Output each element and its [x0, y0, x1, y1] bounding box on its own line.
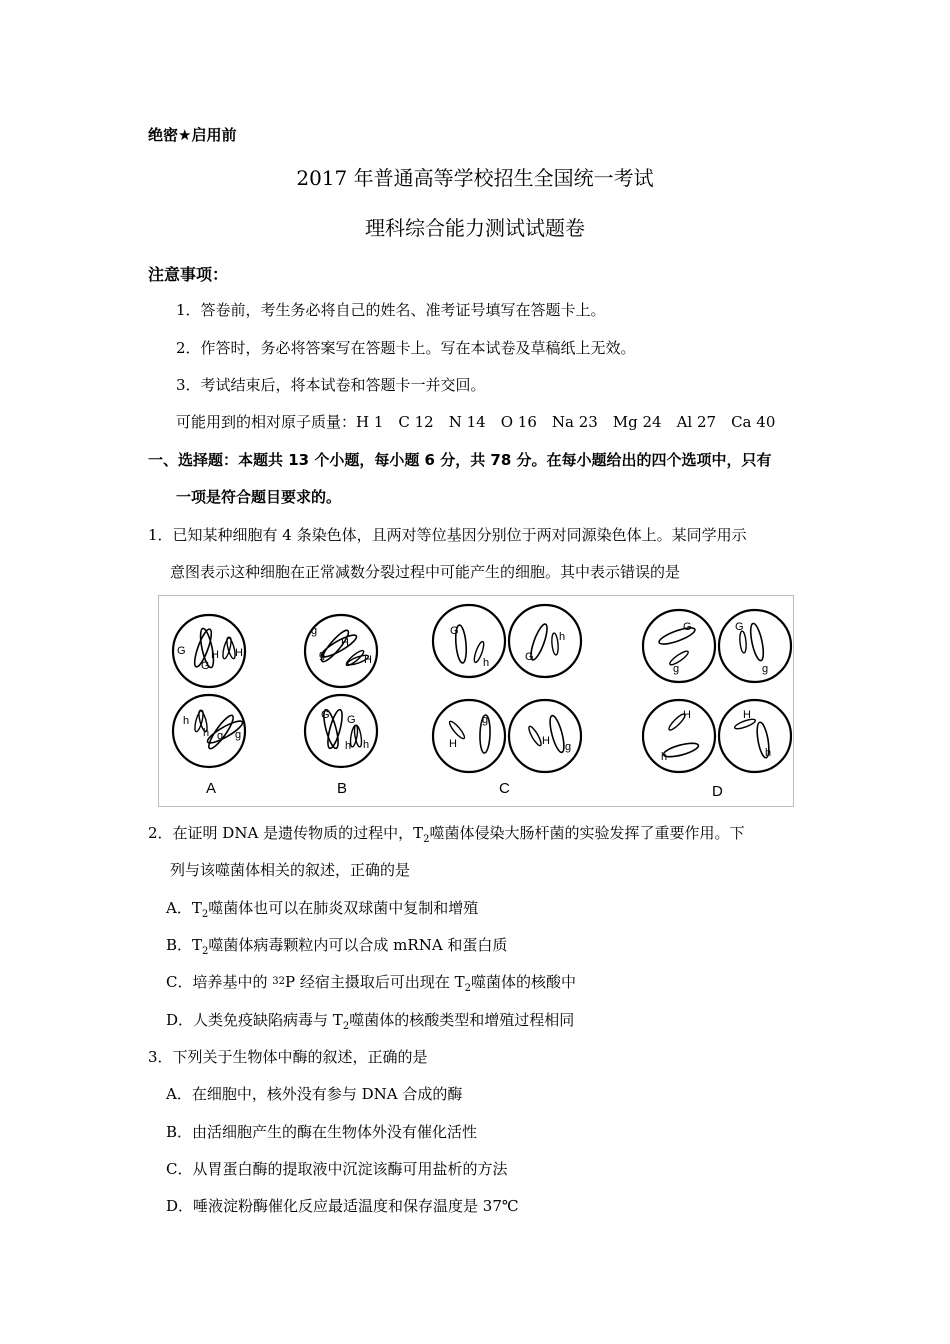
q3-stem: 3．下列关于生物体中酶的叙述，正确的是 [148, 1048, 428, 1066]
gene-label: h [661, 751, 668, 763]
cell-c-2 [509, 605, 581, 677]
note-item: 3．考试结束后，将本试卷和答题卡一并交回。 [176, 376, 486, 394]
gene-label: g [565, 741, 572, 753]
confidential-label: 绝密★启用前 [148, 126, 237, 144]
cell-c-1 [433, 605, 505, 677]
gene-label: H [683, 709, 691, 721]
gene-label: G [201, 660, 210, 672]
q3-option-d: D．唾液淀粉酶催化反应最适温度和保存温度是 37℃ [166, 1197, 519, 1215]
q2-option-b: B．$T_2$噬菌体病毒颗粒内可以合成 mRNA 和蛋白质 [166, 936, 508, 957]
gene-label: h [559, 631, 566, 643]
figure-caption-b: B [337, 780, 348, 797]
q3-option-a: A．在细胞中，核外没有参与 DNA 合成的酶 [166, 1085, 463, 1103]
q3-option-b: B．由活细胞产生的酶在生物体外没有催化活性 [166, 1123, 478, 1141]
cell-b-top [305, 615, 377, 687]
gene-label: H [542, 735, 550, 747]
gene-label: g [217, 730, 224, 742]
cell-c-4 [509, 700, 581, 772]
cell-d-2 [719, 610, 791, 682]
gene-label: G [347, 714, 356, 726]
figure-caption-a: A [206, 780, 217, 797]
q2-stem-line1: 2．在证明 DNA 是遗传物质的过程中，$T_2$噬菌体侵染大肠杆菌的实验发挥了重要作用。下 [148, 824, 745, 845]
gene-label: g [319, 649, 326, 661]
gene-label: G [450, 625, 459, 637]
section-heading-line2: 一项是符合题目要求的。 [176, 488, 342, 506]
gene-label: h [483, 657, 490, 669]
q1-stem-line2: 意图表示这种细胞在正常减数分裂过程中可能产生的细胞。其中表示错误的是 [170, 563, 681, 581]
gene-label: H [743, 709, 751, 721]
note-item: 1．答卷前，考生务必将自己的姓名、准考证号填写在答题卡上。 [176, 301, 606, 319]
atomic-masses: 可能用到的相对原子质量：H 1 C 12 N 14 O 16 Na 23 Mg 24 Al 27 Ca 40 [176, 413, 776, 431]
gene-label: h [345, 740, 352, 752]
gene-label: g [235, 729, 242, 741]
gene-label: g [762, 663, 769, 675]
section-heading-line1: 一、选择题：本题共 13 个小题，每小题 6 分，共 78 分。在每小题给出的四个选项中，只有 [148, 451, 772, 469]
exam-subtitle: 理科综合能力测试试题卷 [365, 216, 585, 240]
cell-a-bottom [173, 695, 245, 767]
gene-label: G [735, 621, 744, 633]
cell-d-4 [719, 700, 791, 772]
figure-caption-c: C [499, 780, 510, 797]
q2-option-d: D．人类免疫缺陷病毒与 $T_2$噬菌体的核酸类型和增殖过程相同 [166, 1011, 575, 1032]
cell-c-3 [433, 700, 505, 772]
exam-title: 2017 年普通高等学校招生全国统一考试 [296, 166, 654, 190]
cell-a-top [173, 615, 245, 687]
meiosis-diagram [159, 596, 793, 806]
note-item: 2．作答时，务必将答案写在答题卡上。写在本试卷及草稿纸上无效。 [176, 339, 636, 357]
gene-label: h [183, 715, 190, 727]
cell-d-1 [643, 610, 715, 682]
gene-label: H [364, 654, 372, 666]
q2-option-a: A．$T_2$噬菌体也可以在肺炎双球菌中复制和增殖 [166, 899, 479, 920]
gene-label: H [211, 649, 219, 661]
gene-label: G [177, 645, 186, 657]
cell-b-bottom [305, 695, 377, 767]
meiosis-cell-figure [158, 595, 794, 807]
gene-label: g [311, 625, 318, 637]
q2-stem-line2: 列与该噬菌体相关的叙述，正确的是 [170, 861, 411, 879]
q3-option-c: C．从胃蛋白酶的提取液中沉淀该酶可用盐析的方法 [166, 1160, 508, 1178]
gene-label: h [765, 747, 772, 759]
gene-label: G [525, 651, 534, 663]
gene-label: h [363, 739, 370, 751]
gene-label: H [341, 637, 349, 649]
gene-label: g [482, 714, 489, 726]
gene-label: G [321, 709, 330, 721]
gene-label: H [449, 738, 457, 750]
gene-label: G [683, 621, 692, 633]
figure-caption-d: D [712, 783, 723, 800]
gene-label: H [235, 647, 243, 659]
gene-label: h [203, 727, 210, 739]
cell-d-3 [643, 700, 715, 772]
notes-heading: 注意事项： [148, 265, 229, 284]
q2-option-c: C．培养基中的 $^{32}$P 经宿主摄取后可出现在 $T_2$噬菌体的核酸中 [166, 973, 577, 994]
gene-label: g [673, 663, 680, 675]
q1-stem-line1: 1．已知某种细胞有 4 条染色体，且两对等位基因分别位于两对同源染色体上。某同学用示 [148, 526, 747, 544]
